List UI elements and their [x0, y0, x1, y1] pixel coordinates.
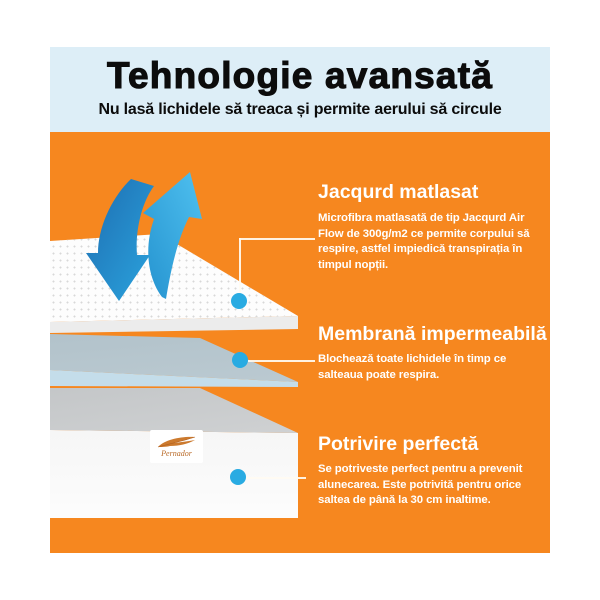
marker-dot-quilted-icon [231, 293, 247, 309]
page-title: Tehnologie avansată [106, 55, 494, 96]
content-area [50, 47, 550, 553]
brand-name: Pernador [161, 448, 192, 458]
brand-logo [150, 430, 203, 463]
marker-dot-fit-icon [230, 469, 246, 485]
header-banner [50, 47, 550, 132]
callout-quilted-body: Microfibra matlasată de tip Jacqurd Air Flow de 300g/m2 ce permite corpului să respire, astfel impiedică transpirația în timpul nopții. [318, 212, 530, 271]
connector-line-3 [246, 477, 306, 479]
callout-quilted-heading: Jacqurd matlasat [318, 181, 479, 203]
callout-membrane [318, 323, 550, 383]
connector-line-2 [248, 360, 315, 362]
callout-membrane-heading: Membrană impermeabilă [318, 323, 547, 345]
callout-fit-body: Se potriveste perfect pentru a prevenit alunecarea. Este potrivită pentru orice saltea de până la 30 cm inaltime. [318, 463, 523, 507]
callout-fit [318, 433, 550, 509]
callout-fit-heading: Potrivire perfectă [318, 433, 479, 455]
callout-membrane-body: Blochează toate lichidele în timp ce salteaua poate respira. [318, 353, 507, 381]
marker-dot-membrane-icon [232, 352, 248, 368]
page-subtitle: Nu lasă lichidele să treaca și permite aerului să circule [98, 101, 502, 118]
callout-quilted [318, 181, 550, 273]
feather-icon [157, 436, 197, 449]
connector-line-1-horizontal [239, 238, 315, 240]
